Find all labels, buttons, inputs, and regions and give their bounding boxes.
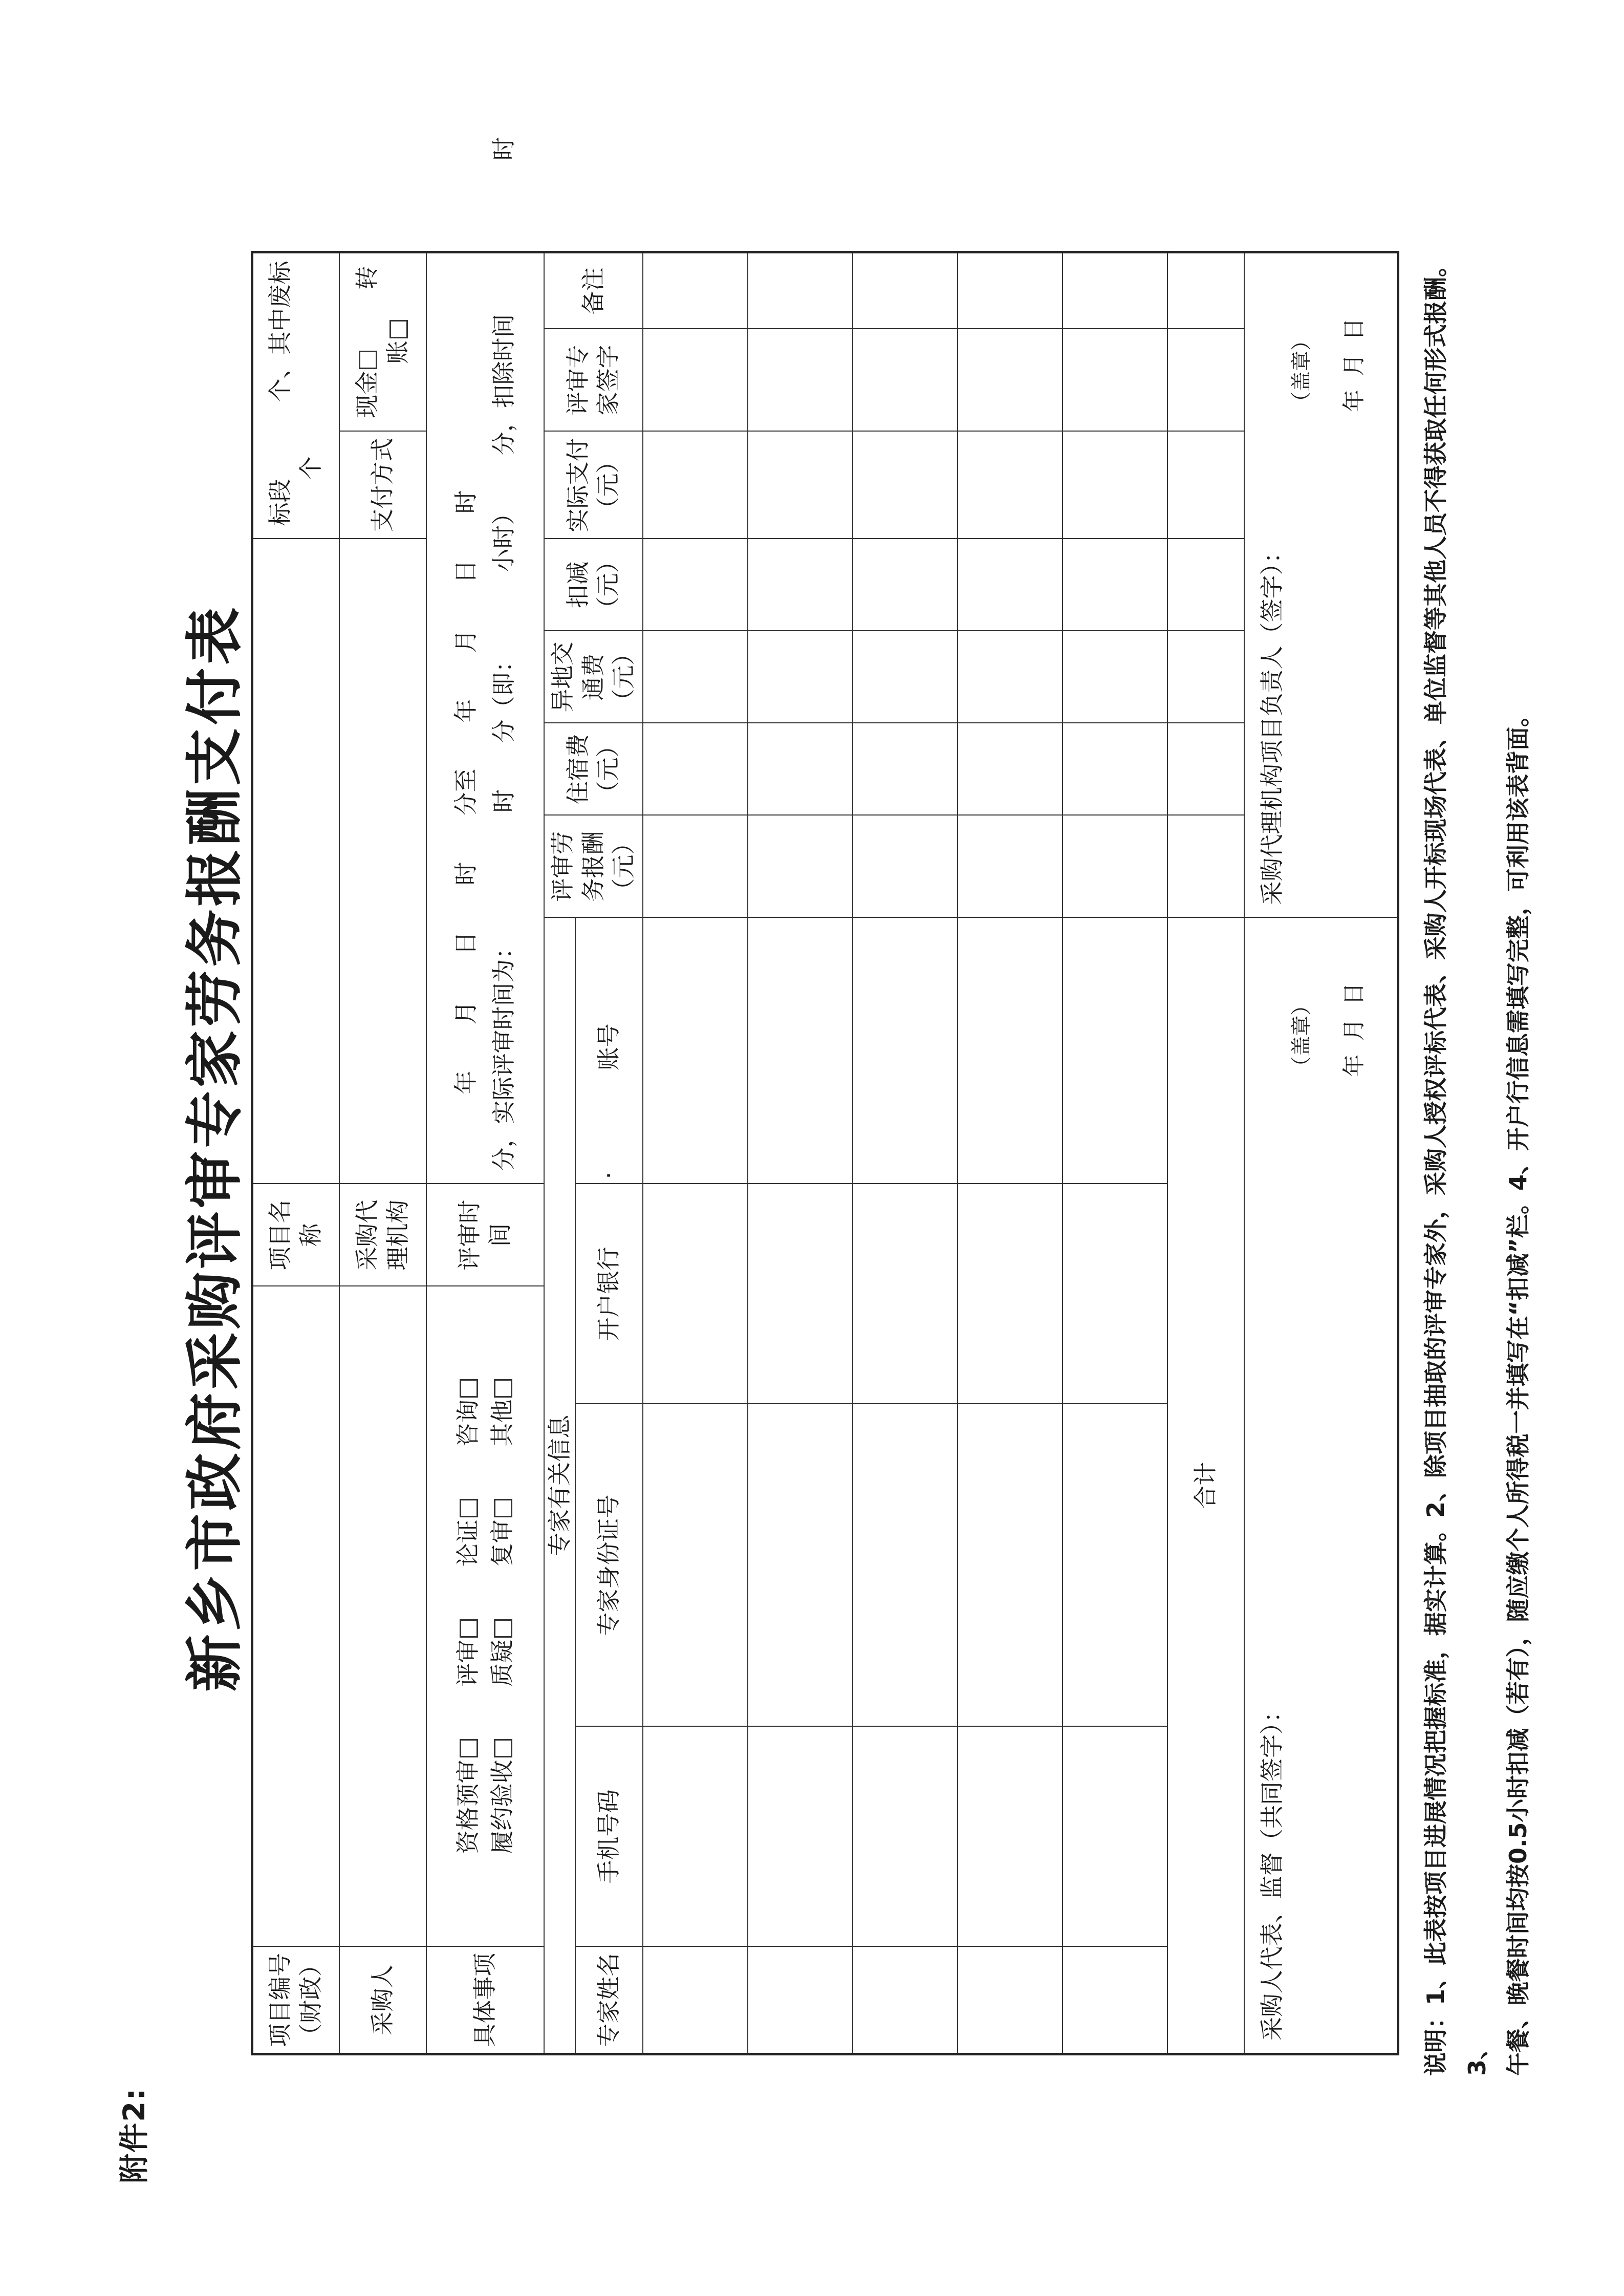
payment-method-label: 支付方式	[339, 431, 426, 539]
total-travel[interactable]	[1167, 631, 1244, 723]
row-total	[1167, 252, 1244, 2054]
purchaser-label: 采购人	[339, 1947, 426, 2054]
cell-deduct[interactable]	[748, 539, 853, 631]
matter-review-checkbox[interactable]	[460, 1619, 478, 1638]
rt-year-2: 年	[451, 699, 480, 723]
cell-phone[interactable]	[1063, 1727, 1167, 1947]
cell-lodging[interactable]	[643, 723, 748, 816]
form-notes	[1415, 218, 1539, 2076]
rt-actual-minute: 分（即：	[489, 649, 517, 743]
cell-travel[interactable]	[748, 631, 853, 723]
cell-account[interactable]	[853, 918, 958, 1184]
cell-bank[interactable]	[1063, 1184, 1167, 1404]
cell-fee[interactable]	[853, 816, 958, 918]
rt-hour-2: 时	[451, 490, 480, 514]
cell-id[interactable]	[853, 1404, 958, 1727]
payment-transfer-checkbox[interactable]	[389, 320, 408, 338]
total-actual[interactable]	[1167, 431, 1244, 539]
cell-remark[interactable]	[958, 252, 1063, 329]
row-matters	[426, 252, 544, 2054]
matter-rereview-label: 复审	[488, 1519, 516, 1567]
cell-deduct[interactable]	[643, 539, 748, 631]
purchaser-signature-cell[interactable]	[1244, 918, 1398, 2054]
cell-fee[interactable]	[958, 816, 1063, 918]
cell-travel[interactable]	[643, 631, 748, 723]
cell-lodging[interactable]	[1063, 723, 1167, 816]
table-row	[958, 252, 1063, 2054]
cell-id[interactable]	[1063, 1404, 1167, 1727]
matter-col-1	[451, 1739, 519, 1854]
cell-name[interactable]	[853, 1947, 958, 2054]
rt-actual-hour: 时	[489, 789, 517, 813]
cell-actual[interactable]	[643, 431, 748, 539]
matter-options	[426, 1286, 544, 1947]
notes-line-1: 说明：1、此表按项目进展情况把握标准，据实计算。2、除项目抽取的评审专家外，采购人授权评标代表、采购人开标现场代表、单位监督等其他人员不得获取任何形式报酬。3、	[1422, 253, 1491, 2076]
cell-name[interactable]	[1063, 1947, 1167, 2054]
matter-review-label: 评审	[453, 1639, 482, 1687]
cell-id[interactable]	[748, 1404, 853, 1727]
cell-account[interactable]	[643, 918, 748, 1184]
cell-remark[interactable]	[853, 252, 958, 329]
col-id-header: 专家身份证号	[575, 1404, 643, 1727]
row-signatures	[1244, 252, 1398, 2054]
matter-prequal-checkbox[interactable]	[460, 1739, 478, 1757]
matter-label: 具体事项	[426, 1947, 544, 2054]
cell-signature[interactable]	[1063, 329, 1167, 431]
cell-phone[interactable]	[748, 1727, 853, 1947]
cell-id[interactable]	[643, 1404, 748, 1727]
payment-form-table	[251, 137, 1399, 2055]
cell-fee[interactable]	[643, 816, 748, 918]
rt-day-2: 日	[451, 560, 480, 584]
agency-seal: （盖章）	[1289, 330, 1313, 412]
rt-minute-to: 分至	[451, 768, 480, 816]
agency-label: 采购代理机构	[339, 1184, 426, 1286]
cell-account[interactable]	[748, 918, 853, 1184]
col-signature-header: 评审专家签字	[544, 329, 643, 431]
section-unit-2: 个	[297, 456, 325, 480]
cell-name[interactable]	[643, 1947, 748, 2054]
agency-signature-label: 采购代理机构项目负责人（签字）：	[1258, 540, 1286, 905]
matter-other-checkbox[interactable]	[494, 1379, 512, 1398]
agency-signature-cell[interactable]	[1244, 252, 1398, 917]
col-fee-header: 评审劳务报酬（元）	[544, 816, 643, 918]
cell-travel[interactable]	[1063, 631, 1167, 723]
rt-deduct-label: 分，扣除时间	[489, 314, 517, 456]
table-row	[643, 252, 748, 2054]
matter-prequal-label: 资格预审	[453, 1759, 482, 1854]
cell-actual[interactable]	[1063, 431, 1167, 539]
section-label: 标段	[266, 479, 294, 526]
page-title: 新乡市政府采购评审专家劳务报酬支付表	[182, 604, 248, 1692]
project-name-field[interactable]	[252, 539, 339, 1184]
cell-bank[interactable]	[853, 1184, 958, 1404]
col-lodging-header: 住宿费（元）	[544, 723, 643, 816]
cell-travel[interactable]	[853, 631, 958, 723]
rt-month-2: 月	[451, 629, 480, 653]
project-no-field[interactable]	[252, 1286, 339, 1947]
total-lodging[interactable]	[1167, 723, 1244, 816]
cell-remark[interactable]	[1063, 252, 1167, 329]
matter-col-4	[451, 1379, 519, 1447]
table-row	[748, 252, 853, 2054]
cell-name[interactable]	[748, 1947, 853, 2054]
rt-year-1: 年	[451, 1070, 480, 1095]
project-name-label: 项目名称	[252, 1184, 339, 1286]
total-remark[interactable]	[1167, 252, 1244, 329]
matter-rereview-checkbox[interactable]	[494, 1499, 512, 1517]
cell-phone[interactable]	[643, 1727, 748, 1947]
cell-actual[interactable]	[748, 431, 853, 539]
stray-mark: ·	[595, 1171, 623, 1179]
review-time-field[interactable]	[426, 137, 544, 1184]
cell-id[interactable]	[958, 1404, 1063, 1727]
total-label: 合计	[1167, 918, 1244, 2054]
purchaser-signature-label: 采购人代表、监督（共同签字）：	[1258, 1699, 1286, 2041]
cell-remark[interactable]	[643, 252, 748, 329]
row-purchaser	[339, 252, 426, 2054]
cell-actual[interactable]	[958, 431, 1063, 539]
cell-phone[interactable]	[958, 1727, 1063, 1947]
cell-deduct[interactable]	[853, 539, 958, 631]
col-remark-header: 备注	[544, 252, 643, 329]
cell-phone[interactable]	[853, 1727, 958, 1947]
cell-account[interactable]	[1063, 918, 1167, 1184]
col-account-header	[575, 918, 643, 1184]
rt-day-1: 日	[451, 931, 480, 955]
payment-cash-option[interactable]	[353, 351, 381, 418]
payment-transfer-option[interactable]	[353, 266, 412, 364]
matter-acceptance-checkbox[interactable]	[494, 1739, 512, 1757]
matter-col-3	[451, 1499, 519, 1567]
expert-info-group-header: 专家有关信息	[544, 918, 576, 2054]
review-time-label: 评审时间	[426, 1184, 544, 1286]
cell-deduct[interactable]	[958, 539, 1063, 631]
cell-bank[interactable]	[643, 1184, 748, 1404]
cell-travel[interactable]	[958, 631, 1063, 723]
col-phone-header: 手机号码	[575, 1727, 643, 1947]
row-expert-group-header	[544, 252, 576, 2054]
purchaser-sign-date: 年月日	[1340, 969, 1367, 1077]
rt-actual-label: 分，实际评审时间为：	[489, 935, 517, 1171]
cell-lodging[interactable]	[853, 723, 958, 816]
cell-bank[interactable]	[958, 1184, 1063, 1404]
col-account-label: 账号	[595, 1023, 623, 1071]
matter-consult-label: 咨询	[453, 1399, 482, 1447]
matter-demonstration-label: 论证	[453, 1519, 482, 1567]
payment-cash-checkbox[interactable]	[359, 351, 377, 369]
matter-query-label: 质疑	[488, 1639, 516, 1687]
rt-actual-hours-total: 小时）	[489, 501, 517, 572]
col-travel-header: 异地交通费（元）	[544, 631, 643, 723]
purchaser-seal: （盖章）	[1289, 995, 1313, 1077]
section-unit-1: 个、其中废标	[266, 261, 294, 402]
rt-deduct-hour: 时	[489, 137, 517, 161]
agency-field[interactable]	[339, 539, 426, 1184]
cell-deduct[interactable]	[1063, 539, 1167, 631]
cell-signature[interactable]	[958, 329, 1063, 431]
cell-signature[interactable]	[643, 329, 748, 431]
rt-hour-1: 时	[451, 862, 480, 886]
total-signature[interactable]	[1167, 329, 1244, 431]
matter-col-2	[451, 1619, 519, 1687]
project-no-label: 项目编号（财政）	[252, 1947, 339, 2054]
matter-demonstration-checkbox[interactable]	[460, 1499, 478, 1517]
payment-transfer-label: 转账	[353, 266, 412, 364]
cell-actual[interactable]	[853, 431, 958, 539]
cell-signature[interactable]	[748, 329, 853, 431]
cell-remark[interactable]	[748, 252, 853, 329]
notes-line-2: 午餐、晚餐时间均按0.5小时扣减（若有），随应缴个人所得税一并填写在“扣减”栏。4、开户行信息需填写完整，可利用该表背面。	[1504, 703, 1532, 2076]
purchaser-field[interactable]	[339, 1286, 426, 1947]
row-project	[252, 252, 339, 2054]
rt-month-1: 月	[451, 1001, 480, 1025]
matter-query-checkbox[interactable]	[494, 1619, 512, 1638]
attachment-label: 附件2:	[117, 2087, 151, 2183]
col-bank-header: 开户银行	[575, 1184, 643, 1404]
table-row	[1063, 252, 1167, 2054]
total-fee[interactable]	[1167, 816, 1244, 918]
payment-method-options	[339, 252, 426, 431]
payment-cash-label: 现金	[353, 371, 381, 418]
cell-lodging[interactable]	[748, 723, 853, 816]
cell-name[interactable]	[958, 1947, 1063, 2054]
section-cell[interactable]	[252, 252, 339, 539]
col-actual-header: 实际支付（元）	[544, 431, 643, 539]
matter-consult-checkbox[interactable]	[460, 1379, 478, 1398]
cell-bank[interactable]	[748, 1184, 853, 1404]
agency-sign-date: 年月日	[1340, 304, 1367, 412]
cell-fee[interactable]	[748, 816, 853, 918]
cell-account[interactable]	[958, 918, 1063, 1184]
matter-other-label: 其他	[488, 1399, 516, 1447]
cell-signature[interactable]	[853, 329, 958, 431]
cell-fee[interactable]	[1063, 816, 1167, 918]
total-deduct[interactable]	[1167, 539, 1244, 631]
table-row	[853, 252, 958, 2054]
col-deduct-header: 扣减（元）	[544, 539, 643, 631]
matter-acceptance-label: 履约验收	[488, 1759, 516, 1854]
col-name-header: 专家姓名	[575, 1947, 643, 2054]
cell-lodging[interactable]	[958, 723, 1063, 816]
